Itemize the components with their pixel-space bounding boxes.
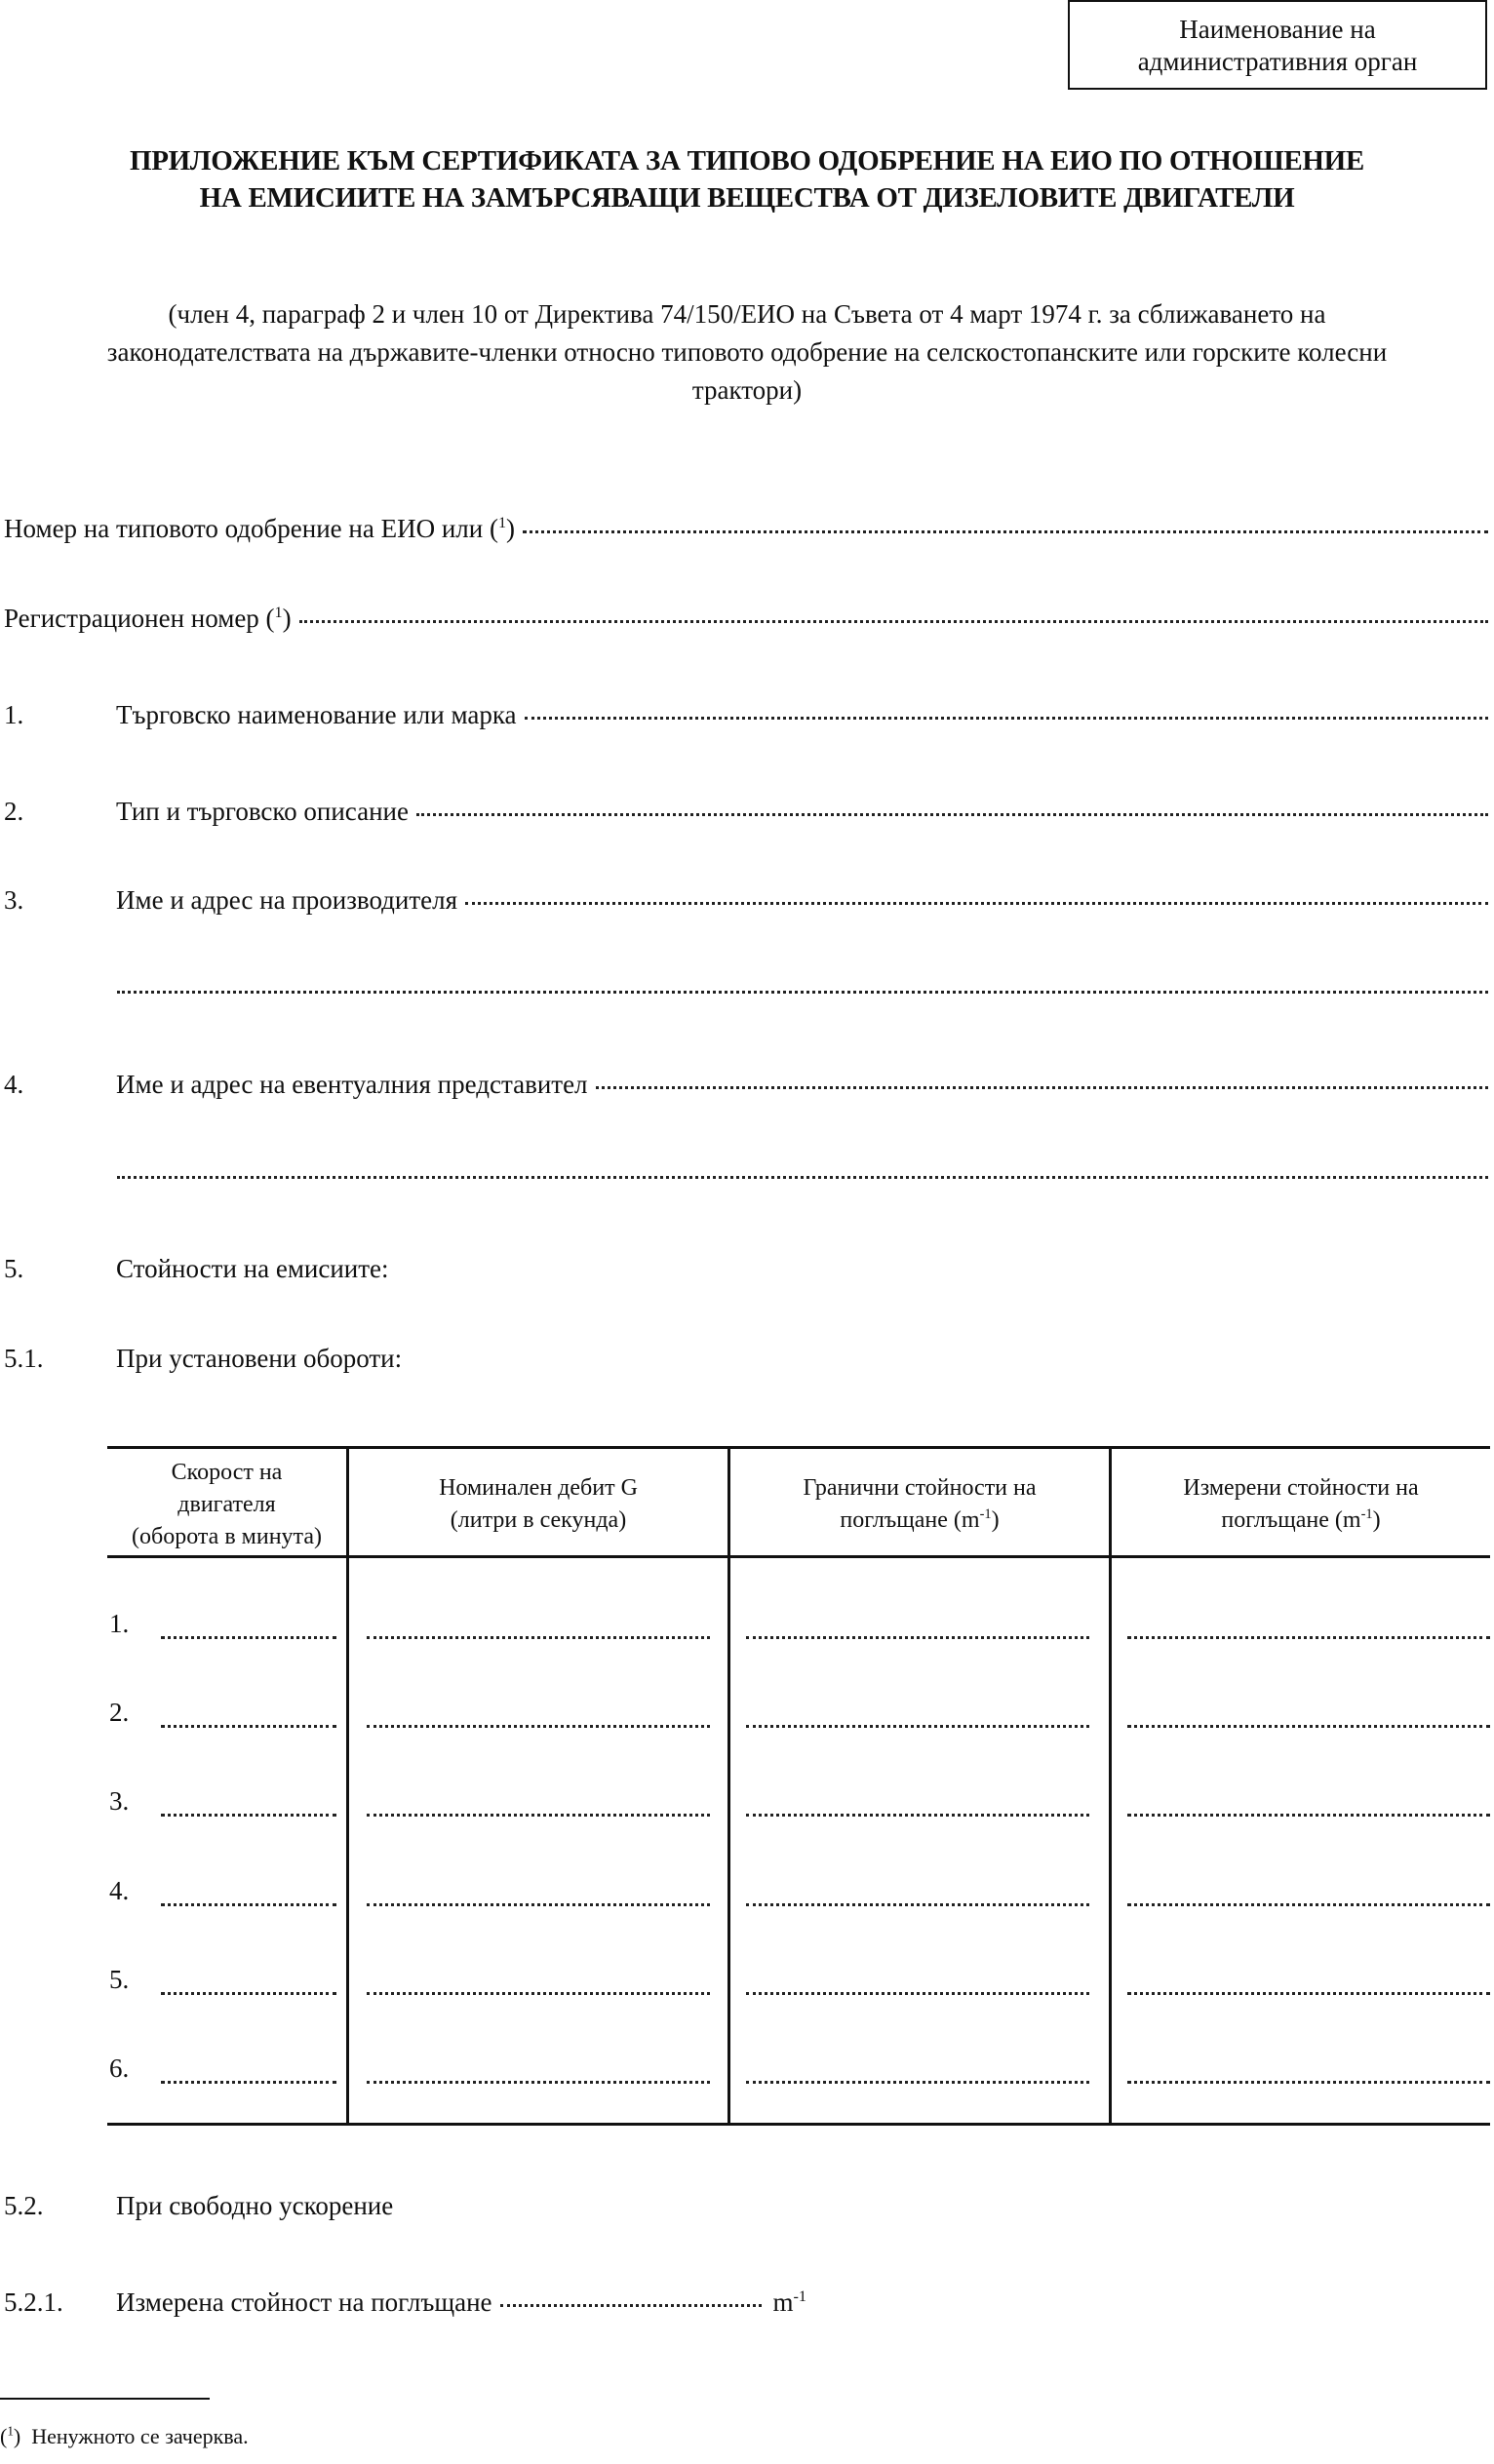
limit-input[interactable] — [746, 1901, 1089, 1906]
item-number: 4. — [4, 1070, 24, 1099]
title-line1: ПРИЛОЖЕНИЕ КЪМ СЕРТИФИКАТА ЗА ТИПОВО ОДОБРЕНИЕ НА ЕИО ПО ОТНОШЕНИЕ — [130, 145, 1364, 176]
limit-input[interactable] — [746, 1990, 1089, 1995]
table-row — [107, 1698, 1490, 1737]
measured-input[interactable] — [1127, 1990, 1490, 1995]
emission-values-label: Стойности на емисиите: — [116, 1254, 389, 1283]
measured-input[interactable] — [1127, 2079, 1490, 2084]
row-number: 2. — [109, 1698, 130, 1727]
table-top-rule — [107, 1446, 1490, 1449]
item-number: 2. — [4, 797, 24, 826]
title-line2: НА ЕМИСИИТЕ НА ЗАМЪРСЯВАЩИ ВЕЩЕСТВА ОТ ДИЗЕЛОВИТЕ ДВИГАТЕЛИ — [199, 182, 1295, 214]
document-subtitle — [29, 295, 1465, 410]
speed-input[interactable] — [161, 1901, 336, 1906]
subtitle-line3: трактори) — [691, 375, 803, 405]
manufacturer-input-line2[interactable] — [117, 989, 1488, 994]
manufacturer-label: Име и адрес на производителя — [116, 885, 458, 915]
limit-input[interactable] — [746, 2079, 1089, 2084]
table-row — [107, 1786, 1490, 1825]
measured-input[interactable] — [1127, 1901, 1490, 1906]
steady-speed-label: При установени обороти: — [116, 1344, 403, 1373]
speed-input[interactable] — [161, 1990, 336, 1995]
manufacturer-field[interactable] — [4, 883, 1488, 917]
speed-input[interactable] — [161, 1812, 336, 1817]
item-number: 5.2.1. — [4, 2288, 63, 2317]
free-acceleration-label: При свободно ускорение — [116, 2191, 394, 2220]
emission-values-heading — [4, 1252, 1488, 1285]
item-number: 5. — [4, 1254, 24, 1283]
speed-input[interactable] — [161, 1723, 336, 1728]
free-acceleration-heading — [4, 2189, 1488, 2222]
table-header-rule — [107, 1555, 1490, 1558]
type-description-input[interactable] — [416, 811, 1488, 816]
authority-box — [1068, 0, 1487, 90]
type-description-field[interactable] — [4, 795, 1488, 828]
approval-number-field[interactable] — [4, 512, 1488, 545]
table-row — [107, 1876, 1490, 1915]
registration-number-input[interactable] — [299, 618, 1488, 623]
table-bottom-rule — [107, 2123, 1490, 2126]
limit-input[interactable] — [746, 1723, 1089, 1728]
flow-input[interactable] — [367, 1723, 710, 1728]
table-row — [107, 1965, 1490, 2004]
representative-input-line2[interactable] — [117, 1174, 1488, 1179]
row-number: 1. — [109, 1609, 130, 1638]
table-row — [107, 1609, 1490, 1648]
emission-table — [107, 1446, 1490, 2126]
flow-input[interactable] — [367, 1634, 710, 1639]
flow-input[interactable] — [367, 1812, 710, 1817]
registration-number-label: Регистрационен номер ($^1$) — [4, 604, 292, 633]
header-engine-speed: Скорост на двигателя (оборота в минута) — [132, 1459, 322, 1549]
registration-number-field[interactable] — [4, 602, 1488, 635]
authority-line2: административния орган — [1137, 47, 1418, 76]
document-title — [0, 142, 1494, 216]
limit-input[interactable] — [746, 1812, 1089, 1817]
trade-name-label: Търговско наименование или марка — [116, 700, 517, 729]
measured-absorption-label: Измерена стойност на поглъщане — [116, 2288, 492, 2317]
footnote-text: Ненужното се зачерква. — [31, 2424, 249, 2448]
trade-name-input[interactable] — [525, 715, 1488, 720]
authority-line1: Наименование на — [1179, 15, 1376, 44]
trade-name-field[interactable] — [4, 698, 1488, 731]
speed-input[interactable] — [161, 2079, 336, 2084]
manufacturer-input[interactable] — [465, 900, 1488, 905]
row-number: 4. — [109, 1876, 130, 1905]
measured-input[interactable] — [1127, 1812, 1490, 1817]
subtitle-line2: законодателствата на държавите-членки относно типовото одобрение на селскостопанските или горските колесни — [106, 337, 1388, 367]
type-description-label: Тип и търговско описание — [116, 797, 409, 826]
item-number: 1. — [4, 700, 24, 729]
measured-input[interactable] — [1127, 1723, 1490, 1728]
subtitle-line1: (член 4, параграф 2 и член 10 от Директива 74/150/ЕИО на Съвета от 4 март 1974 г. за сближаването на — [168, 299, 1326, 329]
item-number: 5.1. — [4, 1344, 44, 1373]
representative-label: Име и адрес на евентуалния представител — [116, 1070, 588, 1099]
speed-input[interactable] — [161, 1634, 336, 1639]
row-number: 3. — [109, 1786, 130, 1816]
measured-absorption-input[interactable] — [500, 2302, 762, 2307]
flow-input[interactable] — [367, 1990, 710, 1995]
approval-number-input[interactable] — [523, 528, 1488, 533]
approval-number-label: Номер на типовото одобрение на ЕИО или ($^1$) — [4, 514, 516, 543]
row-number: 5. — [109, 1965, 130, 1994]
table-row — [107, 2053, 1490, 2092]
flow-input[interactable] — [367, 2079, 710, 2084]
footnote-rule — [0, 2398, 210, 2400]
measured-input[interactable] — [1127, 1634, 1490, 1639]
row-number: 6. — [109, 2053, 130, 2083]
footnote: ($^1$) Ненужното се зачерква. — [0, 2423, 249, 2448]
representative-input[interactable] — [596, 1084, 1488, 1089]
header-nominal-flow: Номинален дебит G (литри в секунда) — [439, 1475, 638, 1533]
flow-input[interactable] — [367, 1901, 710, 1906]
steady-speed-heading — [4, 1342, 1488, 1375]
measured-absorption-field[interactable] — [4, 2286, 1488, 2319]
limit-input[interactable] — [746, 1634, 1089, 1639]
representative-field[interactable] — [4, 1068, 1488, 1101]
header-limit-values: Гранични стойности на поглъщане $(m^{-1})$ — [803, 1475, 1037, 1533]
item-number: 5.2. — [4, 2191, 44, 2220]
absorption-unit: $m^{-1}$ — [772, 2288, 807, 2317]
header-measured-values: Измерени стойности на поглъщане $(m^{-1})$ — [1183, 1475, 1419, 1533]
item-number: 3. — [4, 885, 24, 915]
footnote-marker: 1 — [7, 2423, 14, 2439]
